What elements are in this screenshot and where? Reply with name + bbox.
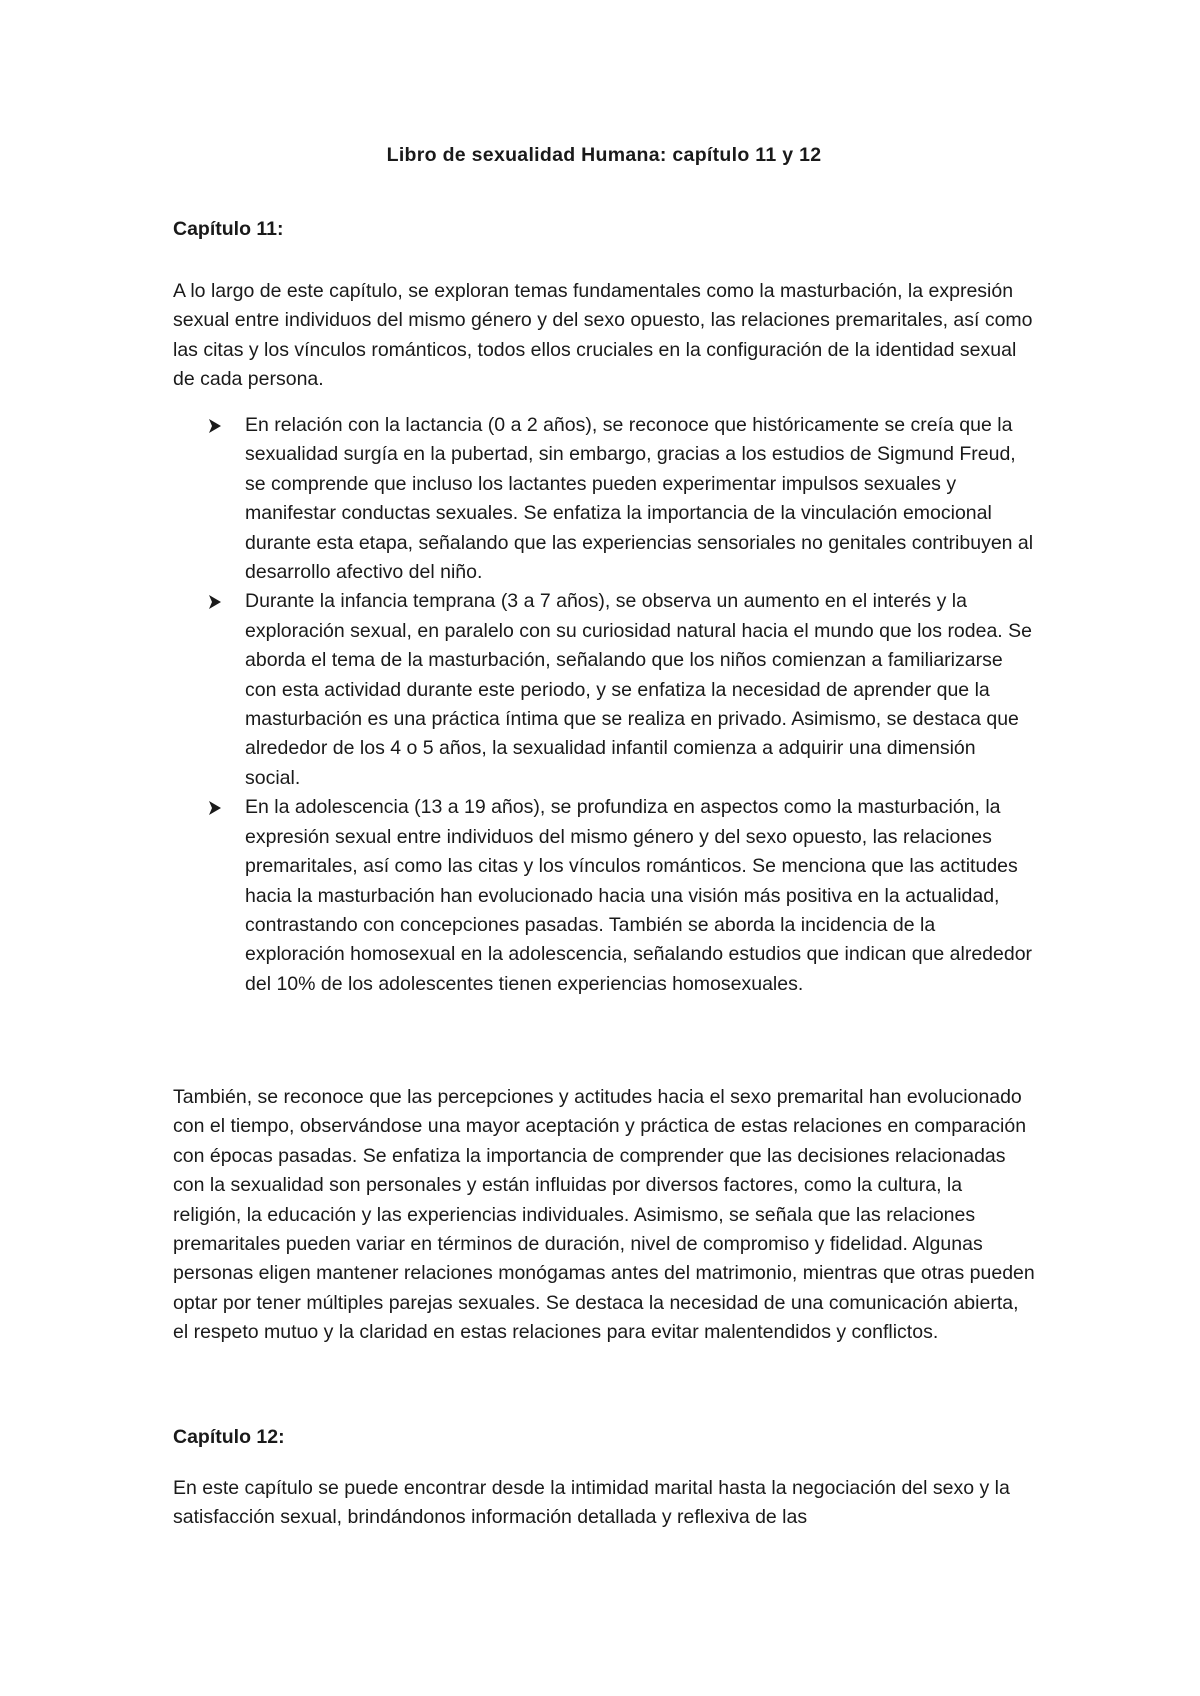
bullet-item-adolescencia: [173, 793, 1035, 999]
arrowhead-bullet-icon: [207, 800, 223, 816]
chapter-11-heading: Capítulo 11:: [173, 218, 284, 240]
bullet-item-lactancia: [173, 411, 1035, 587]
bullet-text: En la adolescencia (13 a 19 años), se profundiza en aspectos como la masturbación, la expresión sexual entre individuos del mismo género y del sexo opuesto, las relaciones premaritales, así como las citas y los vínculos románticos. Se menciona que las actitudes hacia la masturbación han evolucionado hacia una visión más positiva en la actualidad, contrastando con concepciones pasadas. También se aborda la incidencia de la exploración homosexual en la adolescencia, señalando estudios que indican que alrededor del 10% de los adolescentes tienen experiencias homosexuales.: [245, 796, 1033, 995]
chapter-11-closing: También, se reconoce que las percepciones y actitudes hacia el sexo premarital han evolucionado con el tiempo, observándose una mayor aceptación y práctica de estas relaciones en comparación con épocas pasadas. Se enfatiza la importancia de comprender que las decisiones relacionadas con la sexualidad son personales y están influidas por diversos factores, como la cultura, la religión, la educación y las experiencias individuales. Asimismo, se señala que las relaciones premaritales pueden variar en términos de duración, nivel de compromiso y fidelidad. Algunas personas eligen mantener relaciones monógamas antes del matrimonio, mientras que otras pueden optar por tener múltiples parejas sexuales. Se destaca la necesidad de una comunicación abierta, el respeto mutuo y la claridad en estas relaciones para evitar malentendidos y conflictos.: [173, 1086, 1035, 1344]
document-title: Libro de sexualidad Humana: capítulo 11 y 12: [386, 144, 822, 166]
bullet-text: En relación con la lactancia (0 a 2 años), se reconoce que históricamente se creía que la sexualidad surgía en la pubertad, sin embargo, gracias a los estudios de Sigmund Freud, se comprende que incluso los lactantes pueden experimentar impulsos sexuales y manifestar conductas sexuales. Se enfatiza la importancia de la vinculación emocional durante esta etapa, señalando que las experiencias sensoriales no genitales contribuyen al desarrollo afectivo del niño.: [245, 414, 1034, 584]
arrowhead-bullet-icon: [207, 594, 223, 610]
chapter-11-bullet-list: [173, 411, 1035, 999]
bullet-text: Durante la infancia temprana (3 a 7 años), se observa un aumento en el interés y la exploración sexual, en paralelo con su curiosidad natural hacia el mundo que los rodea. Se aborda el tema de la masturbación, señalando que los niños comienzan a familiarizarse con esta actividad durante este periodo, y se enfatiza la necesidad de aprender que la masturbación es una práctica íntima que se realiza en privado. Asimismo, se destaca que alrededor de los 4 o 5 años, la sexualidad infantil comienza a adquirir una dimensión social.: [245, 590, 1032, 789]
chapter-12-intro: En este capítulo se puede encontrar desde la intimidad marital hasta la negociación del sexo y la satisfacción sexual, brindándonos información detallada y reflexiva de las: [173, 1477, 1010, 1529]
chapter-12-heading: Capítulo 12:: [173, 1426, 285, 1448]
chapter-11-intro: A lo largo de este capítulo, se exploran temas fundamentales como la masturbación, la expresión sexual entre individuos del mismo género y del sexo opuesto, las relaciones premaritales, así como las citas y los vínculos románticos, todos ellos cruciales en la configuración de la identidad sexual de cada persona.: [173, 280, 1033, 391]
bullet-item-infancia: [173, 587, 1035, 793]
arrowhead-bullet-icon: [207, 418, 223, 434]
